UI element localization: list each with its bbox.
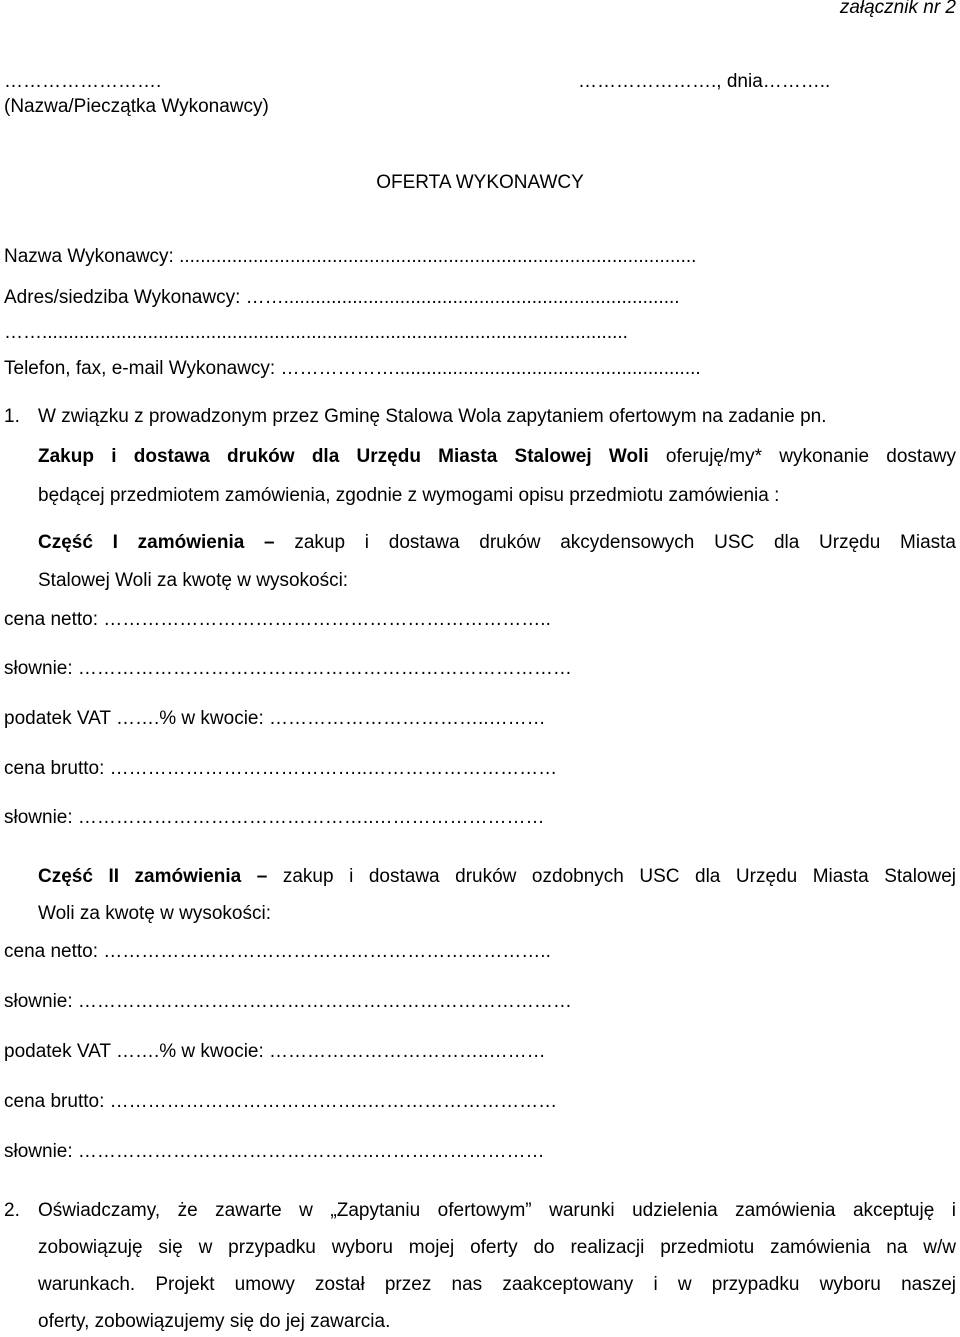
part-2-description: zakup i dostawa druków ozdobnych USC dla Urzędu Miasta Stalowej: [267, 866, 957, 887]
part-2-net-price-field: cena netto: ……………………………………………………………..: [4, 941, 551, 962]
section-1-intro-continuation: będącej przedmiotem zamówienia, zgodnie z wymogami opisu przedmiotu zamówienia :: [38, 485, 780, 506]
part-2-vat-field: podatek VAT …….% w kwocie: ……………………………..………: [4, 1041, 546, 1062]
section-2-line-2: zobowiązuję się w przypadku wyboru mojej oferty do realizacji przedmiotu zamówienia na w/w: [38, 1237, 956, 1258]
section-2-line-4: oferty, zobowiązujemy się do jej zawarcia.: [38, 1311, 391, 1332]
section-2-line-1: Oświadczamy, że zawarte w „Zapytaniu ofertowym” warunki udzielenia zamówienia akceptuję i: [38, 1200, 956, 1221]
annex-label: załącznik nr 2: [839, 0, 956, 18]
part-2-gross-words-field: słownie: ………………………………………..………………………: [4, 1141, 545, 1162]
part-1-gross-words-field: słownie: ………………………………………..………………………: [4, 807, 545, 828]
contractor-stamp-dots: …………………….: [4, 71, 162, 92]
contractor-address-field: Adres/siedziba Wykonawcy: ……...........................................................................: [4, 287, 680, 308]
task-offer-text: oferuję/my* wykonanie dostawy: [648, 446, 956, 467]
section-1-task-line: [38, 445, 956, 469]
part-1-net-price-field: cena netto: ……………………………………………………………..: [4, 609, 551, 630]
part-2-heading-continuation: Woli za kwotę w wysokości:: [38, 903, 271, 924]
part-1-description: zakup i dostawa druków akcydensowych USC dla Urzędu Miasta: [274, 532, 956, 553]
section-1-number: 1.: [4, 406, 20, 427]
part-1-vat-field: podatek VAT …….% w kwocie: ……………………………..………: [4, 708, 546, 729]
contractor-name-field: Nazwa Wykonawcy: ..................................................................................................: [4, 246, 697, 267]
section-1-intro: [4, 405, 827, 429]
part-2-net-words-field: słownie: ……………………………………………………………………: [4, 991, 572, 1012]
part-1-net-words-field: słownie: ……………………………………………………………………: [4, 658, 572, 679]
part-1-heading-continuation: Stalowej Woli za kwotę w wysokości:: [38, 570, 349, 591]
section-2-line-3: warunkach. Projekt umowy został przez nas zaakceptowany i w przypadku wyboru naszej: [38, 1274, 956, 1295]
part-2-heading: [38, 865, 956, 889]
date-line: …………………., dnia………..: [578, 71, 831, 92]
part-2-gross-price-field: cena brutto: …………………………………..…………………………: [4, 1091, 558, 1112]
part-1-heading: [38, 531, 956, 555]
part-1-label: Część I zamówienia –: [38, 532, 275, 553]
task-name: Zakup i dostawa druków dla Urzędu Miasta Stalowej Woli: [38, 446, 649, 467]
part-1-gross-price-field: cena brutto: …………………………………..…………………………: [4, 758, 558, 779]
part-2-label: Część II zamówienia –: [38, 866, 268, 887]
document-title: OFERTA WYKONAWCY: [376, 172, 584, 193]
section-2-number: 2.: [4, 1200, 20, 1221]
contractor-address-continuation: ……...............................................................................................................: [4, 322, 628, 343]
section-1-intro-text: W związku z prowadzonym przez Gminę Stalowa Wola zapytaniem ofertowym na zadanie pn.: [38, 406, 827, 427]
contractor-contact-field: Telefon, fax, e-mail Wykonawcy: ………………..........................................................: [4, 358, 701, 379]
contractor-stamp-label: (Nazwa/Pieczątka Wykonawcy): [4, 96, 269, 117]
